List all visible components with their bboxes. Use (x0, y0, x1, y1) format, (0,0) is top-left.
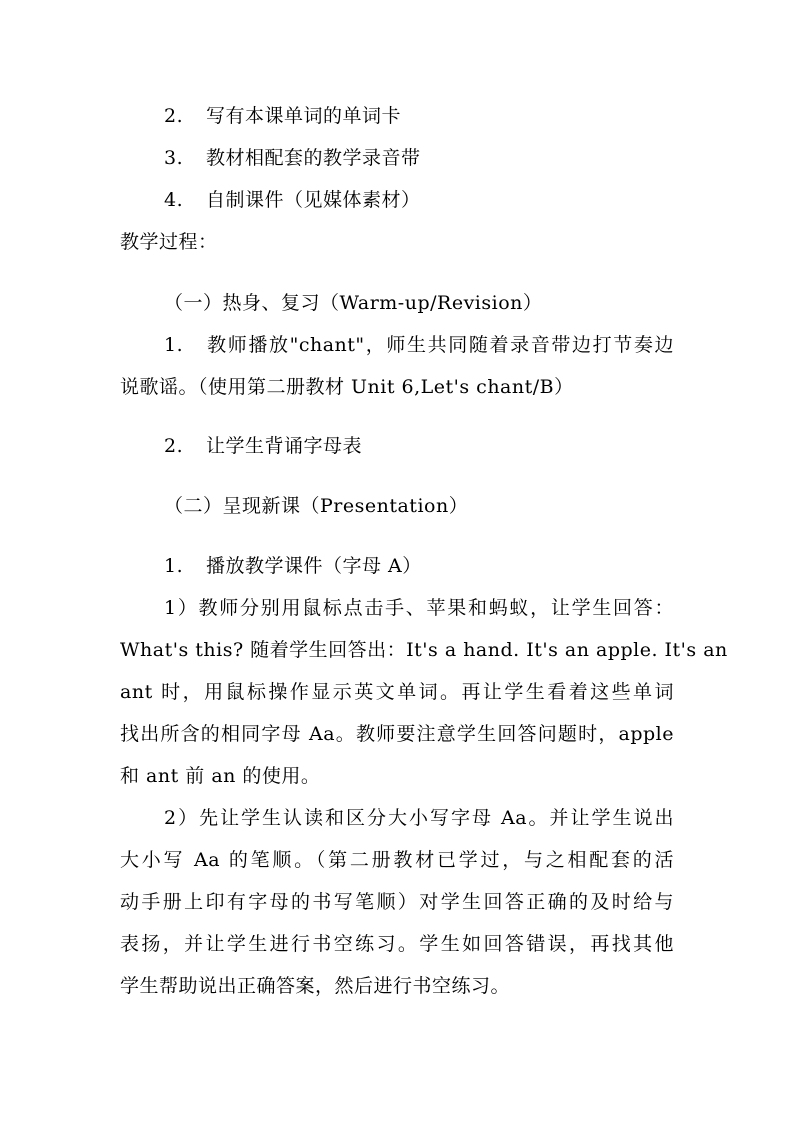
section2-para2-line4: 表扬，并让学生进行书空练习。学生如回答错误，再找其他 (120, 933, 674, 955)
section1-item2-number: 2. (164, 435, 184, 457)
material-item-3-number: 3. (164, 147, 184, 169)
section2-para1-line4: 找出所含的相同字母 Aa。教师要注意学生回答问题时，apple (120, 723, 674, 745)
section2-para1-line2: What's this? 随着学生回答出：It's a hand. It's an apple. It's an (120, 639, 728, 661)
material-item-4-number: 4. (164, 189, 184, 211)
process-heading: 教学过程： (120, 231, 218, 253)
section2-heading: （二）呈现新课（Presentation） (164, 495, 469, 517)
section1-item1-line2: 说歌谣。（使用第二册教材 Unit 6,Let's chant/B） (120, 376, 574, 398)
section1-item2-text: 让学生背诵字母表 (206, 435, 363, 457)
material-item-3-text: 教材相配套的教学录音带 (206, 147, 421, 169)
section1-item1-text: 教师播放"chant"，师生共同随着录音带边打节奏边 (206, 334, 674, 356)
material-item-3 (164, 146, 421, 170)
section2-para2-line3: 动手册上印有字母的书写笔顺）对学生回答正确的及时给与 (120, 891, 674, 913)
section2-item1-number: 1. (164, 555, 184, 577)
section1-item1-number: 1. (164, 334, 184, 356)
section2-para1-line3: ant 时，用鼠标操作显示英文单词。再让学生看着这些单词 (120, 681, 674, 703)
material-item-4-text: 自制课件（见媒体素材） (206, 189, 421, 211)
section1-heading: （一）热身、复习（Warm-up/Revision） (164, 292, 543, 314)
section2-para2-line1: 2）先让学生认读和区分大小写字母 Aa。并让学生说出 (164, 807, 674, 829)
section1-item1-line1 (164, 333, 674, 357)
section2-para2-line5: 学生帮助说出正确答案，然后进行书空练习。 (120, 975, 511, 997)
material-item-2-number: 2. (164, 105, 184, 127)
section2-item1 (164, 554, 422, 578)
section1-item2 (164, 434, 362, 458)
material-item-4 (164, 188, 421, 212)
section2-para1-line5: 和 ant 前 an 的使用。 (120, 765, 321, 787)
section2-para1-line1: 1）教师分别用鼠标点击手、苹果和蚂蚁，让学生回答： (164, 597, 674, 619)
material-item-2 (164, 104, 401, 128)
material-item-2-text: 写有本课单词的单词卡 (206, 105, 402, 127)
section2-item1-text: 播放教学课件（字母 A） (206, 555, 422, 577)
section2-para2-line2: 大小写 Aa 的笔顺。（第二册教材已学过，与之相配套的活 (120, 849, 674, 871)
